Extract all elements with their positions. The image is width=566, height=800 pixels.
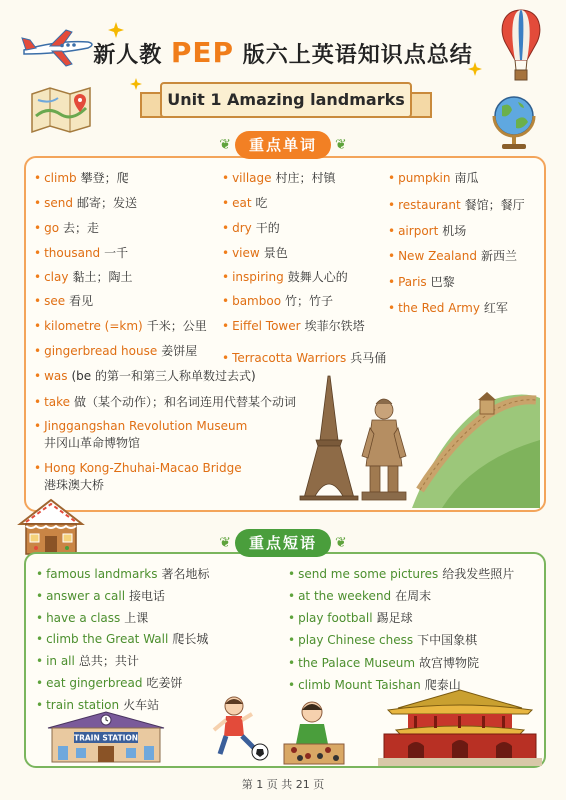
word-item: • New Zealand 新西兰 (388, 249, 517, 263)
title-prefix: 新人教 (93, 43, 163, 68)
train-station-sign: TRAIN STATION (73, 733, 139, 743)
phrase-item: • climb the Great Wall 爬长城 (36, 632, 209, 646)
phrase-item: • have a class 上课 (36, 611, 149, 625)
word-item: • inspiring 鼓舞人心的 (222, 270, 348, 284)
word-item-was: • was (be 的第一和第三人称单数过去式) (34, 369, 256, 383)
word-item: • kilometre (=km) 千米；公里 (34, 319, 207, 333)
word-item: • eat 吃 (222, 196, 268, 210)
word-item: • Paris 巴黎 (388, 275, 455, 289)
phrase-item: • at the weekend 在周末 (288, 589, 432, 603)
unit-title-banner (160, 82, 412, 118)
word-item: • village 村庄；村镇 (222, 171, 336, 185)
word-item: • see 看见 (34, 294, 94, 308)
leaf-icon: ❦ (335, 535, 347, 551)
unit-title: Unit 1 Amazing landmarks (167, 90, 405, 109)
leaf-icon: ❦ (219, 535, 231, 551)
word-item-take: • take 做（某个动作）；和名词连用代替某个动词 (34, 395, 297, 409)
globe-icon (488, 92, 540, 152)
sparkle-icon (130, 78, 142, 90)
kids-playing-illustration (204, 694, 350, 768)
word-item: • airport 机场 (388, 224, 467, 238)
title-pep: PEP (170, 36, 235, 69)
words-heading-group (202, 130, 364, 160)
word-item: • go 去；走 (34, 221, 100, 235)
word-item: • dry 干的 (222, 221, 280, 235)
leaf-icon: ❦ (219, 137, 231, 153)
phrase-item: • play football 踢足球 (288, 611, 413, 625)
phrases-heading-group (202, 528, 364, 558)
map-icon (30, 86, 92, 134)
phrases-heading: 重点短语 (235, 529, 331, 557)
phrase-item: • climb Mount Taishan 爬泰山 (288, 678, 461, 692)
phrase-item: • train station 火车站 (36, 698, 160, 712)
page-title (0, 36, 566, 69)
word-item: • the Red Army 红军 (388, 301, 508, 315)
word-item: • view 景色 (222, 246, 288, 260)
word-item-hzmb: • Hong Kong-Zhuhai-Macao Bridge 港珠澳大桥 (34, 461, 242, 492)
train-station-illustration (44, 708, 168, 764)
word-item: • Eiffel Tower 埃菲尔铁塔 (222, 319, 365, 333)
word-item: • send 邮寄；发送 (34, 196, 137, 210)
word-item: • bamboo 竹；竹子 (222, 294, 334, 308)
phrase-item: • send me some pictures 给我发些照片 (288, 567, 515, 581)
phrase-item: • answer a call 接电话 (36, 589, 166, 603)
phrase-item: • play Chinese chess 下中国象棋 (288, 633, 478, 647)
phrase-item: • eat gingerbread 吃姜饼 (36, 676, 183, 690)
word-item: • climb 攀登；爬 (34, 171, 129, 185)
word-item: • thousand 一千 (34, 246, 129, 260)
word-item: • Terracotta Warriors 兵马俑 (222, 351, 387, 365)
phrase-item: • the Palace Museum 故宫博物院 (288, 656, 480, 670)
word-item: • restaurant 餐馆；餐厅 (388, 198, 525, 212)
title-suffix: 版六上英语知识点总结 (242, 43, 473, 68)
landmarks-illustration (292, 370, 540, 508)
phrase-item: • in all 总共；共计 (36, 654, 139, 668)
word-item: • clay 黏土；陶土 (34, 270, 133, 284)
gingerbread-house-icon (14, 496, 88, 556)
palace-museum-illustration (378, 686, 542, 766)
word-item: • pumpkin 南瓜 (388, 171, 479, 185)
words-heading: 重点单词 (235, 131, 331, 159)
leaf-icon: ❦ (335, 137, 347, 153)
word-item: • gingerbread house 姜饼屋 (34, 344, 198, 358)
phrase-item: • famous landmarks 著名地标 (36, 567, 210, 581)
page-number: 第 1 页 共 21 页 (241, 778, 325, 791)
word-item-jinggangshan: • Jinggangshan Revolution Museum 井冈山革命博物馆 (34, 419, 248, 450)
